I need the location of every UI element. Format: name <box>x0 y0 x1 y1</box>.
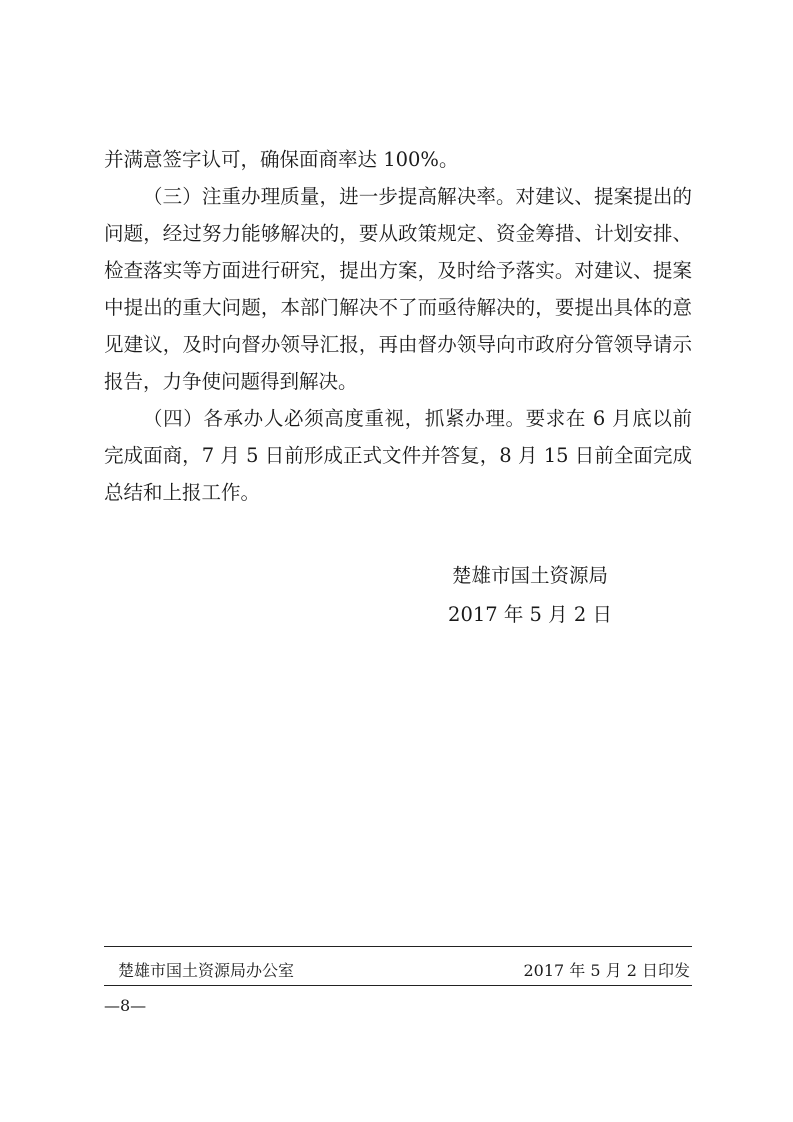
paragraph-section-3: （三）注重办理质量，进一步提高解决率。对建议、提案提出的问题，经过努力能够解决的，要从政策规定、资金筹措、计划安排、检查落实等方面进行研究，提出方案，及时给予落实。对建议、提案中提出的重大问题，本部门解决不了而亟待解决的，要提出具体的意见建议，及时向督办领导汇报，再由督办领导向市政府分管领导请示报告，力争使问题得到解决。 <box>104 185 692 393</box>
document-body <box>104 141 692 511</box>
footer-issue-date: 2017 年 5 月 2 日印发 <box>523 961 690 980</box>
paragraph-section-4: （四）各承办人必须高度重视，抓紧办理。要求在 6 月底以前完成面商，7 月 5 日前形成正式文件并答复，8 月 15 日前全面完成总结和上报工作。 <box>104 407 692 504</box>
footer-rule-top <box>104 946 692 947</box>
footer-issuer: 楚雄市国土资源局办公室 <box>118 961 295 980</box>
page-number: —8— <box>104 996 147 1015</box>
footer-rule-bottom <box>104 985 692 986</box>
signature-organization: 楚雄市国土资源局 <box>451 564 608 587</box>
paragraph-continuation: 并满意签字认可，确保面商率达 100%。 <box>104 148 459 171</box>
signature-date: 2017 年 5 月 2 日 <box>448 603 612 626</box>
